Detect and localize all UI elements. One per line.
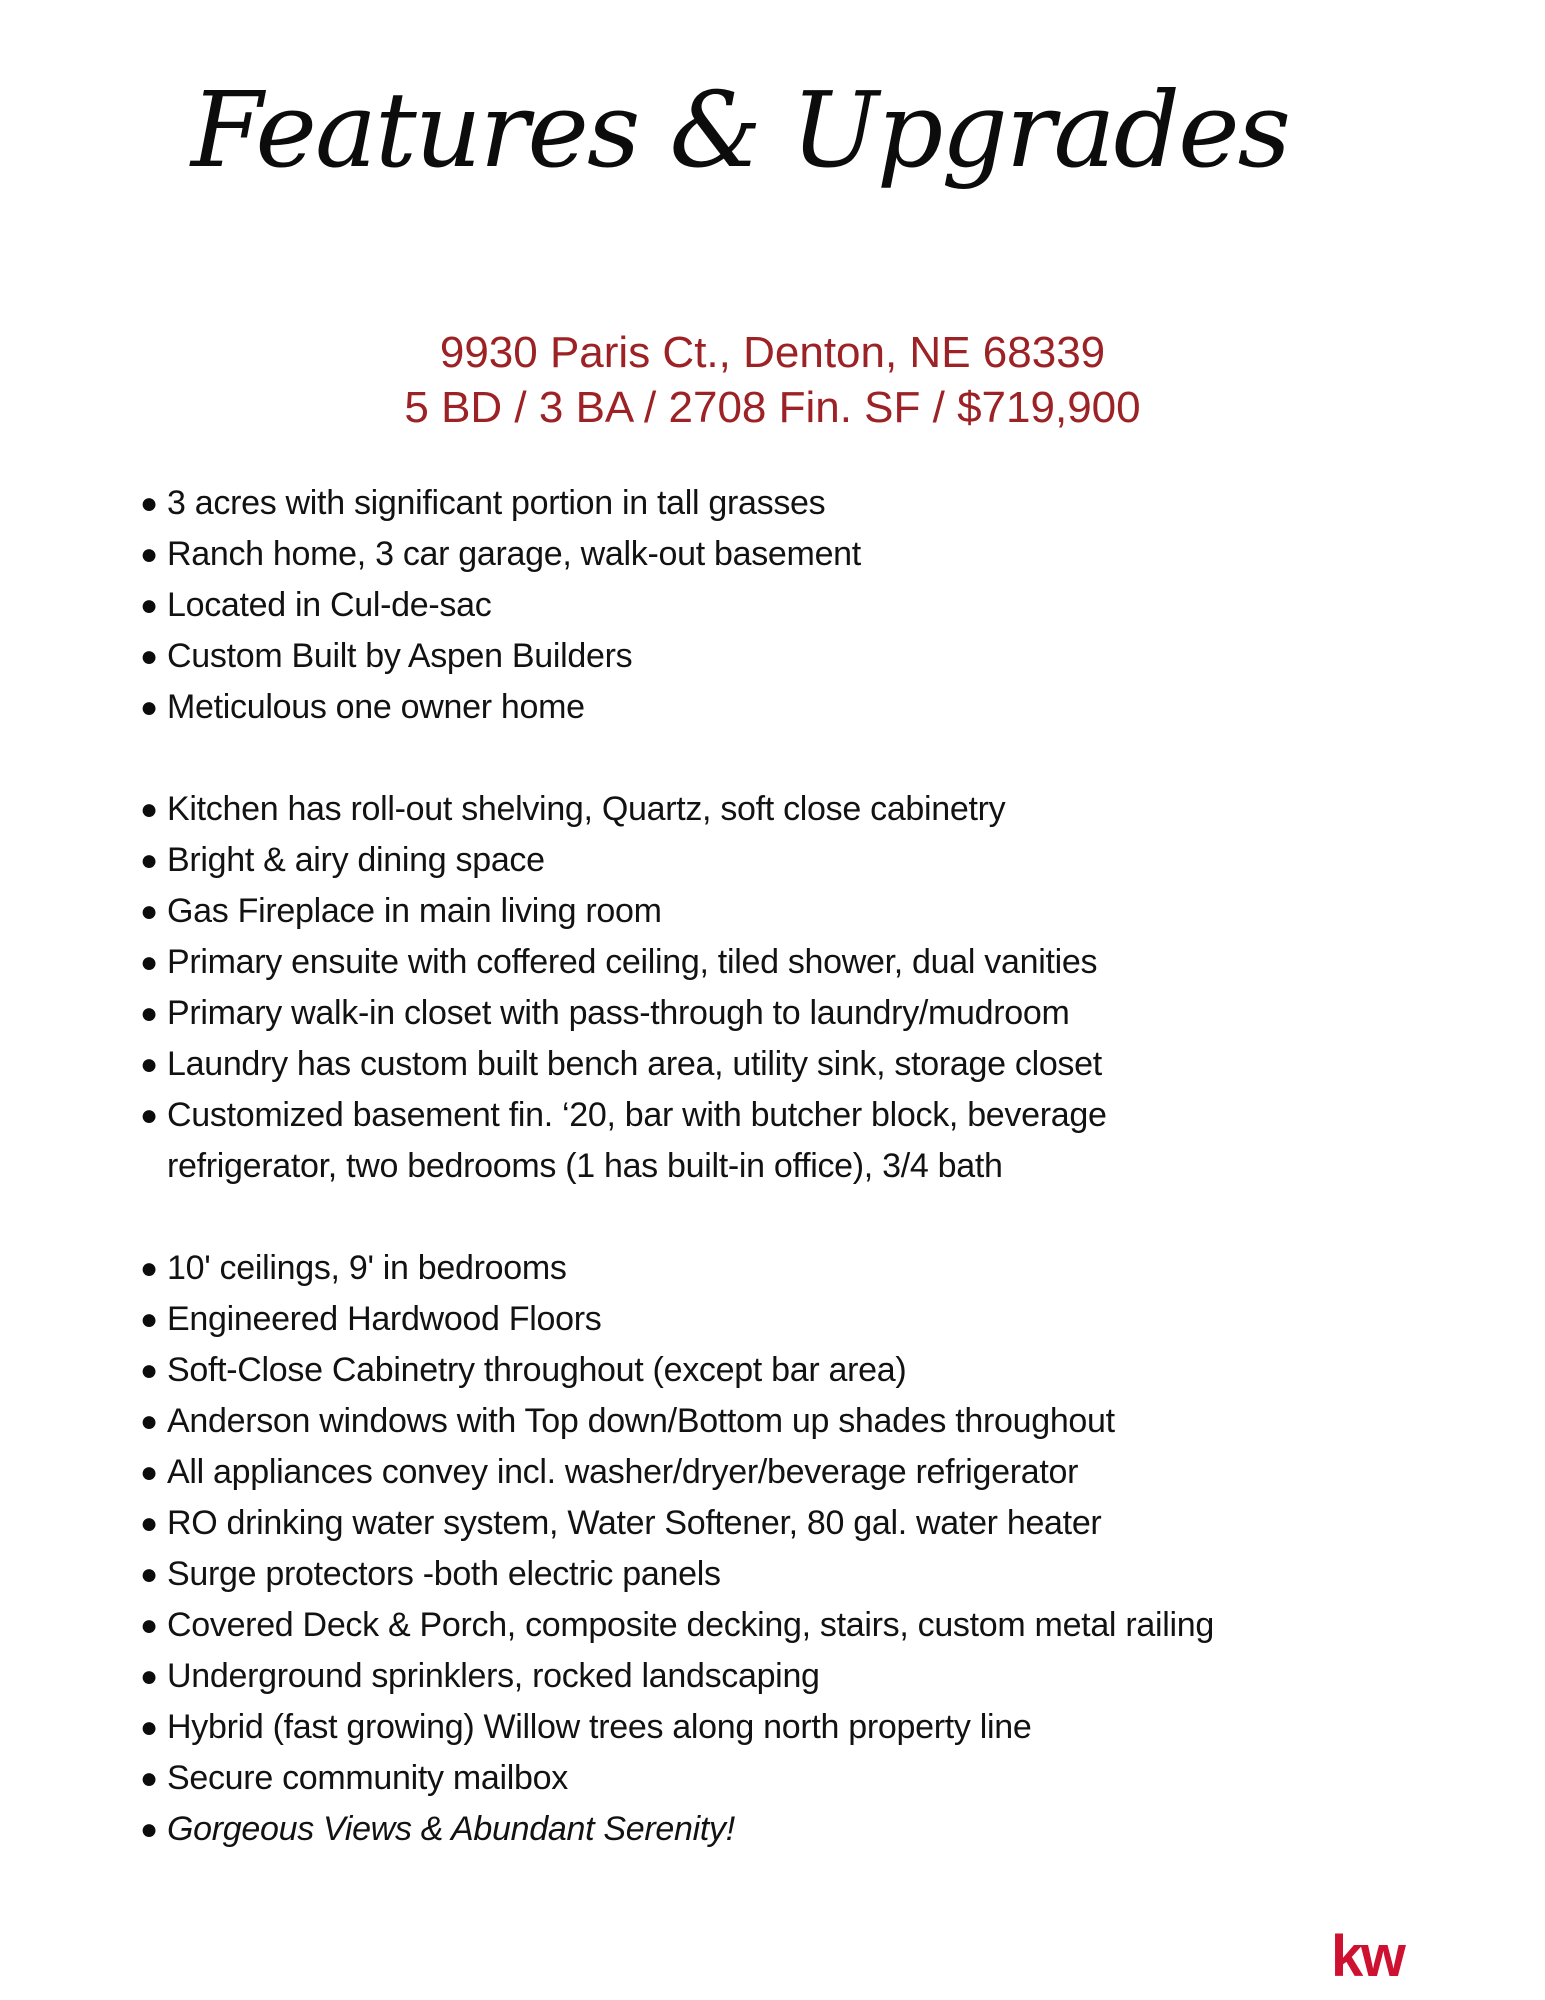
feature-item [140,886,1470,937]
bullet-icon: ● [140,1507,158,1540]
feature-item-text: Covered Deck & Porch, composite decking, stairs, custom metal railing [167,1606,1214,1644]
feature-item-text: Customized basement fin. ‘20, bar with butcher block, beverage [167,1096,1107,1134]
feature-item-text: Primary ensuite with coffered ceiling, tiled shower, dual vanities [167,943,1098,981]
bullet-icon: ● [140,1099,158,1132]
feature-item-text: Hybrid (fast growing) Willow trees along north property line [167,1708,1032,1746]
feature-item-text: Gas Fireplace in main living room [167,892,662,930]
bullet-icon: ● [140,1558,158,1591]
bullet-icon: ● [140,1660,158,1693]
bullet-icon: ● [140,1252,158,1285]
bullet-icon: ● [140,691,158,724]
bullet-icon: ● [140,1405,158,1438]
feature-item [140,529,1470,580]
bullet-icon: ● [140,844,158,877]
feature-group [140,1243,1470,1855]
feature-item-text: Secure community mailbox [167,1759,568,1797]
feature-item [140,1039,1470,1090]
feature-item [140,682,1470,733]
feature-item-text: Surge protectors -both electric panels [167,1555,721,1593]
feature-item [140,1396,1470,1447]
feature-item-text: Kitchen has roll-out shelving, Quartz, soft close cabinetry [167,790,1006,828]
feature-item-text: All appliances convey incl. washer/dryer/beverage refrigerator [167,1453,1079,1491]
feature-item [140,1090,1470,1192]
page-title: Features & Upgrades [190,69,1290,191]
kw-logo: kw [1331,1924,1404,1989]
feature-item-text: Laundry has custom built bench area, utility sink, storage closet [167,1045,1102,1083]
feature-item-text: Gorgeous Views & Abundant Serenity! [167,1810,735,1848]
bullet-icon: ● [140,1762,158,1795]
feature-item-text: refrigerator, two bedrooms (1 has built-in office), 3/4 bath [167,1147,1003,1185]
property-address-line: 9930 Paris Ct., Denton, NE 68339 [439,328,1106,377]
bullet-icon: ● [140,946,158,979]
feature-item [140,1651,1470,1702]
feature-item [140,1345,1470,1396]
feature-item [140,1447,1470,1498]
bullet-icon: ● [140,487,158,520]
bullet-icon: ● [140,640,158,673]
feature-item [140,1753,1470,1804]
bullet-icon: ● [140,1456,158,1489]
feature-item-text: Engineered Hardwood Floors [167,1300,602,1338]
bullet-icon: ● [140,538,158,571]
property-address-block [140,325,1405,435]
bullet-icon: ● [140,1813,158,1846]
feature-item-text: Custom Built by Aspen Builders [167,637,633,675]
feature-item [140,1549,1470,1600]
feature-item-text: Primary walk-in closet with pass-through to laundry/mudroom [167,994,1070,1032]
bullet-icon: ● [140,1048,158,1081]
bullet-icon: ● [140,793,158,826]
feature-item-text: Meticulous one owner home [167,688,585,726]
feature-item-text: 3 acres with significant portion in tall grasses [167,484,826,522]
feature-item [140,937,1470,988]
feature-item [140,478,1470,529]
feature-item [140,784,1470,835]
feature-item [140,580,1470,631]
feature-group [140,478,1470,733]
feature-group [140,784,1470,1192]
feature-item-text: Underground sprinklers, rocked landscaping [167,1657,820,1695]
feature-item [140,1702,1470,1753]
bullet-icon: ● [140,1609,158,1642]
feature-item-text: Anderson windows with Top down/Bottom up shades throughout [167,1402,1115,1440]
feature-item [140,631,1470,682]
bullet-icon: ● [140,1354,158,1387]
feature-item-text: 10' ceilings, 9' in bedrooms [167,1249,567,1287]
feature-item [140,988,1470,1039]
listing-stats-line: 5 BD / 3 BA / 2708 Fin. SF / $719,900 [404,383,1141,432]
feature-item-text: RO drinking water system, Water Softener, 80 gal. water heater [167,1504,1102,1542]
bullet-icon: ● [140,1711,158,1744]
bullet-icon: ● [140,589,158,622]
feature-item-text: Located in Cul-de-sac [167,586,492,624]
feature-item-text: Bright & airy dining space [167,841,545,879]
bullet-icon: ● [140,895,158,928]
features-list [140,478,1470,1855]
feature-item [140,835,1470,886]
feature-item [140,1600,1470,1651]
feature-item [140,1498,1470,1549]
feature-item [140,1294,1470,1345]
bullet-icon: ● [140,997,158,1030]
feature-item [140,1804,1470,1855]
bullet-icon: ● [140,1303,158,1336]
feature-item-text: Soft-Close Cabinetry throughout (except bar area) [167,1351,907,1389]
feature-item-text: Ranch home, 3 car garage, walk-out basement [167,535,861,573]
feature-item [140,1243,1470,1294]
